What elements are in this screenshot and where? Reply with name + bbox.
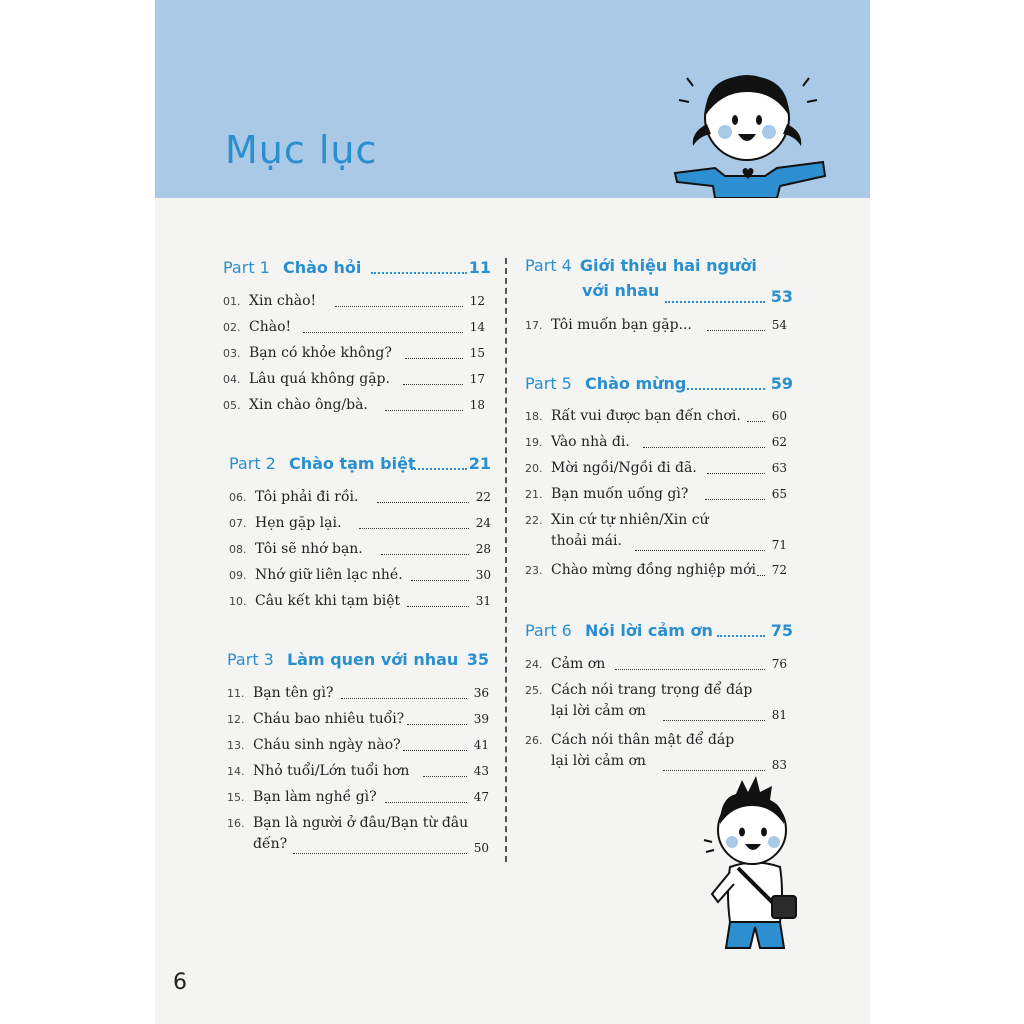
leader-dots: [423, 776, 467, 777]
entry-number: 06.: [229, 491, 247, 504]
toc-part-3[interactable]: [227, 650, 489, 669]
part-title: Làm quen với nhau: [286, 650, 459, 669]
leader-dots: [385, 802, 467, 803]
entry-page: 50: [473, 841, 489, 855]
entry-number: 17.: [525, 319, 543, 332]
entry-page: 76: [771, 657, 787, 671]
leader-dots: [341, 698, 467, 699]
leader-dots: [405, 358, 463, 359]
entry-title: Xin chào!: [249, 293, 317, 309]
girl-character-icon: [665, 58, 845, 198]
toc-entry[interactable]: [525, 484, 787, 505]
entry-number: 03.: [223, 347, 241, 360]
entry-title: Bạn muốn uống gì?: [551, 486, 689, 502]
entry-page: 71: [771, 538, 787, 552]
leader-dots: [385, 410, 463, 411]
entry-title: Xin chào ông/bà.: [249, 397, 368, 413]
entry-title: Tôi muốn bạn gặp...: [551, 317, 692, 333]
part-title-line2: với nhau: [582, 281, 660, 300]
entry-page: 24: [475, 516, 491, 530]
entry-page: 39: [473, 712, 489, 726]
toc-entry[interactable]: [227, 813, 489, 859]
entry-title: Câu kết khi tạm biệt: [255, 593, 401, 609]
part-label: Part 2: [229, 454, 276, 473]
part-page: 35: [466, 650, 489, 669]
entry-title: Bạn tên gì?: [253, 685, 334, 701]
part-label: Part 5: [525, 374, 572, 393]
leader-dots: [707, 330, 765, 331]
entry-page: 28: [475, 542, 491, 556]
entry-number: 15.: [227, 791, 245, 804]
entry-page: 15: [469, 346, 485, 360]
entry-number: 18.: [525, 410, 543, 423]
entry-number: 04.: [223, 373, 241, 386]
part-page: 11: [468, 258, 491, 277]
entry-title: Cháu sinh ngày nào?: [253, 737, 401, 753]
leader-dots: [665, 301, 765, 303]
entry-number: 07.: [229, 517, 247, 530]
entry-title: Chào!: [249, 319, 292, 335]
entry-title: Tôi phải đi rồi.: [255, 489, 359, 505]
toc-entry[interactable]: [525, 680, 787, 726]
toc-part-4[interactable]: [525, 256, 793, 306]
leader-dots: [663, 770, 765, 771]
entry-title: Tôi sẽ nhớ bạn.: [255, 541, 363, 557]
toc-entry[interactable]: [525, 432, 787, 453]
entry-number: 12.: [227, 713, 245, 726]
part-label: Part 4: [525, 256, 572, 275]
entry-title: Rất vui được bạn đến chơi.: [551, 408, 741, 424]
entry-number: 24.: [525, 658, 543, 671]
leader-dots: [757, 575, 765, 576]
toc-entry[interactable]: [229, 565, 491, 586]
toc-entry[interactable]: [525, 458, 787, 479]
toc-part-5[interactable]: [525, 374, 793, 393]
entry-number: 19.: [525, 436, 543, 449]
leader-dots: [359, 528, 469, 529]
entry-number: 26.: [525, 734, 543, 747]
toc-entry[interactable]: [525, 315, 787, 336]
leader-dots: [615, 669, 765, 670]
toc-left-column: [223, 258, 491, 878]
entry-number: 25.: [525, 684, 543, 697]
entry-page: 60: [771, 409, 787, 423]
leader-dots: [377, 502, 469, 503]
toc-entry[interactable]: [227, 735, 489, 756]
entry-page: 63: [771, 461, 787, 475]
toc-entry[interactable]: [525, 560, 787, 581]
entry-title: Chào mừng đồng nghiệp mới: [551, 562, 756, 578]
toc-entry[interactable]: [229, 591, 491, 612]
entry-number: 10.: [229, 595, 247, 608]
entry-page: 81: [771, 708, 787, 722]
part-label: Part 3: [227, 650, 274, 669]
entry-title: Bạn làm nghề gì?: [253, 789, 377, 805]
entry-number: 13.: [227, 739, 245, 752]
leader-dots: [293, 853, 467, 854]
entry-number: 11.: [227, 687, 245, 700]
toc-entry[interactable]: [525, 406, 787, 427]
entry-title: Vào nhà đi.: [551, 434, 630, 450]
entry-title-line2: lại lời cảm ơn: [551, 753, 646, 769]
leader-dots: [635, 550, 765, 551]
entry-number: 09.: [229, 569, 247, 582]
book-page: [155, 0, 870, 1024]
entry-title: Cách nói thân mật để đáp: [551, 732, 735, 748]
entry-page: 65: [771, 487, 787, 501]
leader-dots: [411, 468, 467, 470]
leader-dots: [303, 332, 463, 333]
toc-entry[interactable]: [525, 510, 787, 556]
entry-title: Bạn là người ở đâu/Bạn từ đâu: [253, 815, 469, 831]
entry-title: Lâu quá không gặp.: [249, 371, 390, 387]
entry-page: 41: [473, 738, 489, 752]
toc-right-column: [525, 256, 793, 796]
leader-dots: [643, 447, 765, 448]
entry-page: 17: [469, 372, 485, 386]
leader-dots: [707, 473, 765, 474]
toc-entry[interactable]: [227, 787, 489, 808]
leader-dots: [407, 606, 469, 607]
entry-title: Mời ngồi/Ngồi đi đã.: [551, 460, 697, 476]
boy-character-icon: [690, 772, 820, 952]
entry-number: 16.: [227, 817, 245, 830]
entry-title-line2: thoải mái.: [551, 533, 622, 549]
entry-number: 08.: [229, 543, 247, 556]
column-divider: [505, 258, 507, 862]
part-title: Giới thiệu hai người: [579, 256, 757, 275]
toc-entry[interactable]: [227, 683, 489, 704]
page-number: 6: [173, 970, 187, 995]
toc-entry[interactable]: [229, 487, 491, 508]
toc-entry[interactable]: [227, 761, 489, 782]
toc-entry[interactable]: [223, 395, 485, 416]
toc-part-6[interactable]: [525, 621, 793, 640]
entry-title: Cảm ơn: [551, 656, 606, 672]
part-page: 59: [770, 374, 793, 393]
leader-dots: [407, 724, 467, 725]
leader-dots: [403, 750, 467, 751]
toc-entry[interactable]: [223, 291, 485, 312]
entry-title: Nhớ giữ liên lạc nhé.: [255, 567, 403, 583]
entry-page: 22: [475, 490, 491, 504]
entry-number: 20.: [525, 462, 543, 475]
entry-page: 83: [771, 758, 787, 772]
toc-entry[interactable]: [227, 709, 489, 730]
leader-dots: [403, 384, 463, 385]
toc-entry[interactable]: [223, 369, 485, 390]
entry-number: 21.: [525, 488, 543, 501]
entry-title: Bạn có khỏe không?: [249, 345, 392, 361]
entry-page: 72: [771, 563, 787, 577]
leader-dots: [705, 499, 765, 500]
entry-number: 01.: [223, 295, 241, 308]
entry-page: 62: [771, 435, 787, 449]
entry-number: 23.: [525, 564, 543, 577]
toc-entry[interactable]: [229, 513, 491, 534]
entry-title: Hẹn gặp lại.: [255, 515, 342, 531]
part-label: Part 1: [223, 258, 270, 277]
part-title: Chào tạm biệt: [288, 454, 416, 473]
entry-page: 18: [469, 398, 485, 412]
toc-entry[interactable]: [525, 654, 787, 675]
toc-entry[interactable]: [223, 343, 485, 364]
leader-dots: [717, 635, 765, 637]
leader-dots: [663, 720, 765, 721]
part-label: Part 6: [525, 621, 572, 640]
entry-title-line2: đến?: [253, 836, 288, 852]
leader-dots: [381, 554, 469, 555]
entry-number: 14.: [227, 765, 245, 778]
entry-title: Cách nói trang trọng để đáp: [551, 682, 753, 698]
entry-page: 12: [469, 294, 485, 308]
entry-page: 36: [473, 686, 489, 700]
toc-entry[interactable]: [223, 317, 485, 338]
part-page: 21: [468, 454, 491, 473]
entry-number: 05.: [223, 399, 241, 412]
entry-page: 43: [473, 764, 489, 778]
part-page: 53: [770, 287, 793, 306]
toc-part-2[interactable]: [229, 454, 491, 473]
entry-page: 31: [475, 594, 491, 608]
leader-dots: [371, 272, 467, 274]
leader-dots: [687, 388, 765, 390]
toc-entry[interactable]: [525, 730, 787, 776]
part-title: Nói lời cảm ơn: [584, 621, 713, 640]
leader-dots: [335, 306, 463, 307]
toc-part-1[interactable]: [223, 258, 491, 277]
entry-title: Xin cứ tự nhiên/Xin cứ: [551, 512, 709, 528]
entry-page: 14: [469, 320, 485, 334]
entry-page: 47: [473, 790, 489, 804]
part-title: Chào hỏi: [282, 258, 362, 277]
toc-entry[interactable]: [229, 539, 491, 560]
entry-number: 22.: [525, 514, 543, 527]
part-page: 75: [770, 621, 793, 640]
leader-dots: [411, 580, 469, 581]
page-title: Mục lục: [225, 128, 378, 172]
entry-title: Nhỏ tuổi/Lớn tuổi hơn: [253, 763, 410, 779]
entry-title-line2: lại lời cảm ơn: [551, 703, 646, 719]
entry-page: 30: [475, 568, 491, 582]
entry-number: 02.: [223, 321, 241, 334]
entry-title: Cháu bao nhiêu tuổi?: [253, 711, 405, 727]
leader-dots: [747, 421, 765, 422]
part-title: Chào mừng: [584, 374, 687, 393]
entry-page: 54: [771, 318, 787, 332]
